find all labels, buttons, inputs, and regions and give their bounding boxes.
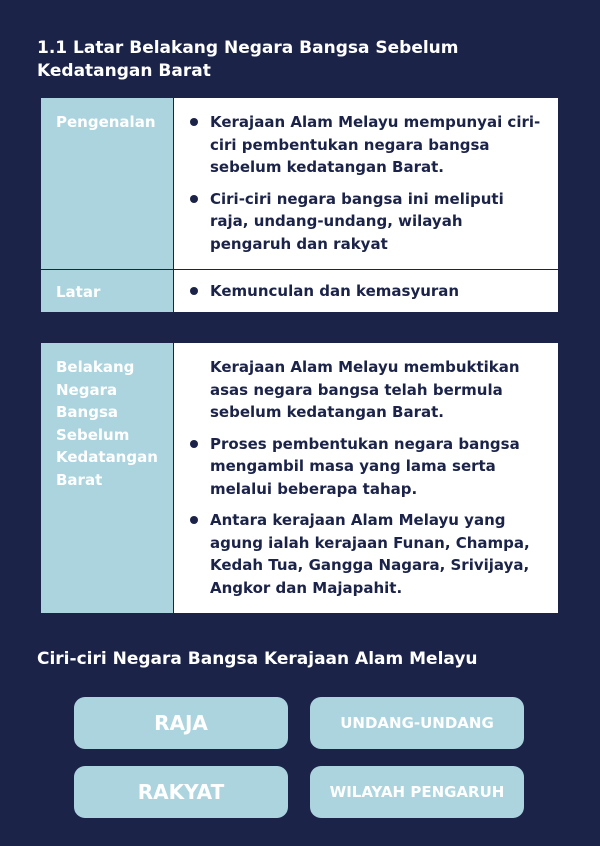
section-title-latar-belakang: 1.1 Latar Belakang Negara Bangsa Sebelum Kedatangan Barat (37, 38, 459, 81)
table-row (41, 343, 559, 614)
feature-pill-raja: RAJA (74, 697, 288, 749)
section-title-ciri-ciri: Ciri-ciri Negara Bangsa Kerajaan Alam Melayu (37, 649, 478, 669)
bullet-icon (190, 440, 198, 448)
row-label-latar: Latar (41, 270, 174, 313)
list-item (188, 111, 544, 179)
list-item-text: Ciri-ciri negara bangsa ini meliputi raja, undang-undang, wilayah pengaruh dan rakyat (210, 189, 504, 253)
bullet-icon (190, 195, 198, 203)
info-table-pengenalan (40, 97, 559, 313)
bullet-icon (190, 287, 198, 295)
row-content-belakang (174, 343, 559, 614)
row-label-belakang: Belakang Negara Bangsa Sebelum Kedatangan Barat (41, 343, 174, 614)
list-item (188, 188, 544, 256)
list-item (188, 280, 544, 303)
list-item-intro (188, 356, 544, 424)
row-content-pengenalan (174, 98, 559, 270)
bullet-icon (190, 516, 198, 524)
list-item-text: Kemunculan dan kemasyuran (210, 282, 460, 300)
feature-pill-wilayah-pengaruh: WILAYAH PENGARUH (310, 766, 524, 818)
info-table-belakang (40, 342, 559, 614)
list-item (188, 509, 544, 599)
feature-pill-undang-undang: UNDANG-UNDANG (310, 697, 524, 749)
list-item-text: Proses pembentukan negara bangsa mengambil masa yang lama serta melalui beberapa tahap. (210, 434, 520, 498)
list-item-text: Kerajaan Alam Melayu membuktikan asas negara bangsa telah bermula sebelum kedatangan Barat. (210, 358, 520, 421)
list-item-text: Kerajaan Alam Melayu mempunyai ciri-ciri pembentukan negara bangsa sebelum kedatangan Barat. (210, 113, 541, 176)
list-item (188, 433, 544, 501)
table-row (41, 98, 559, 270)
row-content-latar (174, 270, 559, 313)
feature-pill-rakyat: RAKYAT (74, 766, 288, 818)
table-row (41, 270, 559, 313)
row-label-pengenalan: Pengenalan (41, 98, 174, 270)
bullet-icon (190, 118, 198, 126)
list-item-text: Antara kerajaan Alam Melayu yang agung ialah kerajaan Funan, Champa, Kedah Tua, Gangga Nagara, Srivijaya, Angkor dan Majapahit. (210, 511, 530, 597)
